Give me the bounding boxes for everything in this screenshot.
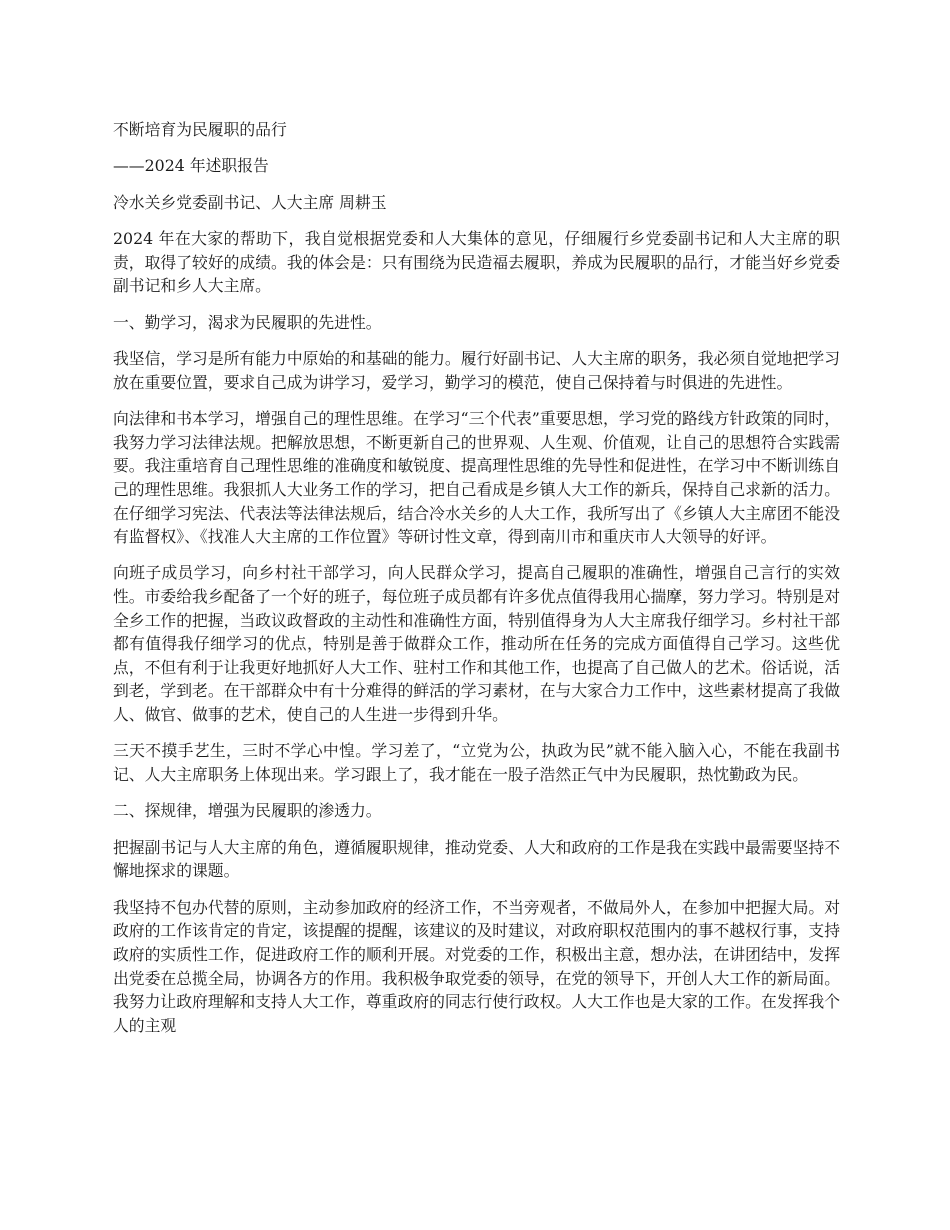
paragraph: 向法律和书本学习，增强自己的理性思维。在学习“三个代表”重要思想，学习党的路线方针政策的同时，我努力学习法律法规。把解放思想，不断更新自己的世界观、人生观、价值观，让自己的思想符合实践需要。我注重培育自己理性思维的准确度和敏锐度、提高理性思维的先导性和促进性，在学习中不断训练自己的理性思维。我狠抓人大业务工作的学习，把自己看成是乡镇人大工作的新兵，保持自己求新的活力。在仔细学习宪法、代表法等法律法规后，结合冷水关乡的人大工作，我所写出了《乡镇人大主席团不能没有监督权》、《找准人大主席的工作位置》等研讨性文章，得到南川市和重庆市人大领导的好评。 [113, 409, 841, 547]
paragraph-intro: 2024 年在大家的帮助下，我自觉根据党委和人大集体的意见，仔细履行乡党委副书记和人大主席的职责，取得了较好的成绩。我的体会是：只有围绕为民造福去履职，养成为民履职的品行，才能当好乡党委副书记和乡人大主席。 [113, 229, 840, 296]
paragraph: 向班子成员学习，向乡村社干部学习，向人民群众学习，提高自己履职的准确性，增强自己言行的实效性。市委给我乡配备了一个好的班子，每位班子成员都有许多优点值得我用心揣摩，努力学习。特别是对全乡工作的把握，当政议政督政的主动性和准确性方面，特别值得身为人大主席我仔细学习。乡村社干部都有值得我仔细学习的优点，特别是善于做群众工作，推动所在任务的完成方面值得自己学习。这些优点，不但有利于让我更好地抓好人大工作、驻村工作和其他工作，也提高了自己做人的艺术。俗话说，活到老，学到老。在干部群众中有十分难得的鲜活的学习素材，在与大家合力工作中，这些素材提高了我做人、做官、做事的艺术，使自己的人生进一步得到升华。 [113, 563, 840, 725]
section-heading-1: 一、勤学习，渴求为民履职的先进性。 [113, 312, 382, 332]
section-heading-2: 二、探规律，增强为民履职的渗透力。 [113, 801, 382, 821]
paragraph: 我坚持不包办代替的原则，主动参加政府的经济工作，不当旁观者，不做局外人，在参加中把握大局。对政府的工作该肯定的肯定，该提醒的提醒，该建议的及时建议，对政府职权范围内的事不越权行事，支持政府的实质性工作，促进政府工作的顺利开展。对党委的工作，积极出主意，想办法，在讲团结中，发挥出党委在总揽全局，协调各方的作用。我积极争取党委的领导，在党的领导下，开创人大工作的新局面。我努力让政府理解和支持人大工作，尊重政府的同志行使行政权。人大工作也是大家的工作。在发挥我个人的主观 [113, 897, 840, 1035]
paragraph: 我坚信，学习是所有能力中原始的和基础的能力。履行好副书记、人大主席的职务，我必须自觉地把学习放在重要位置，要求自己成为讲学习，爱学习，勤学习的模范，使自己保持着与时俱进的先进性。 [113, 349, 840, 392]
paragraph: 把握副书记与人大主席的角色，遵循履职规律，推动党委、人大和政府的工作是我在实践中最需要坚持不懈地探求的课题。 [113, 837, 840, 881]
document-title: 不断培育为民履职的品行 [113, 120, 287, 139]
paragraph: 三天不摸手艺生，三时不学心中惶。学习差了，“立党为公，执政为民”就不能入脑入心，不能在我副书记、人大主席职务上体现出来。学习跟上了，我才能在一股子浩然正气中为民履职，热忱勤政为民。 [113, 741, 840, 785]
document-page [113, 118, 840, 1050]
document-author: 冷水关乡党委副书记、人大主席 周耕玉 [113, 192, 387, 212]
document-subtitle: ——2024 年述职报告 [113, 156, 269, 176]
